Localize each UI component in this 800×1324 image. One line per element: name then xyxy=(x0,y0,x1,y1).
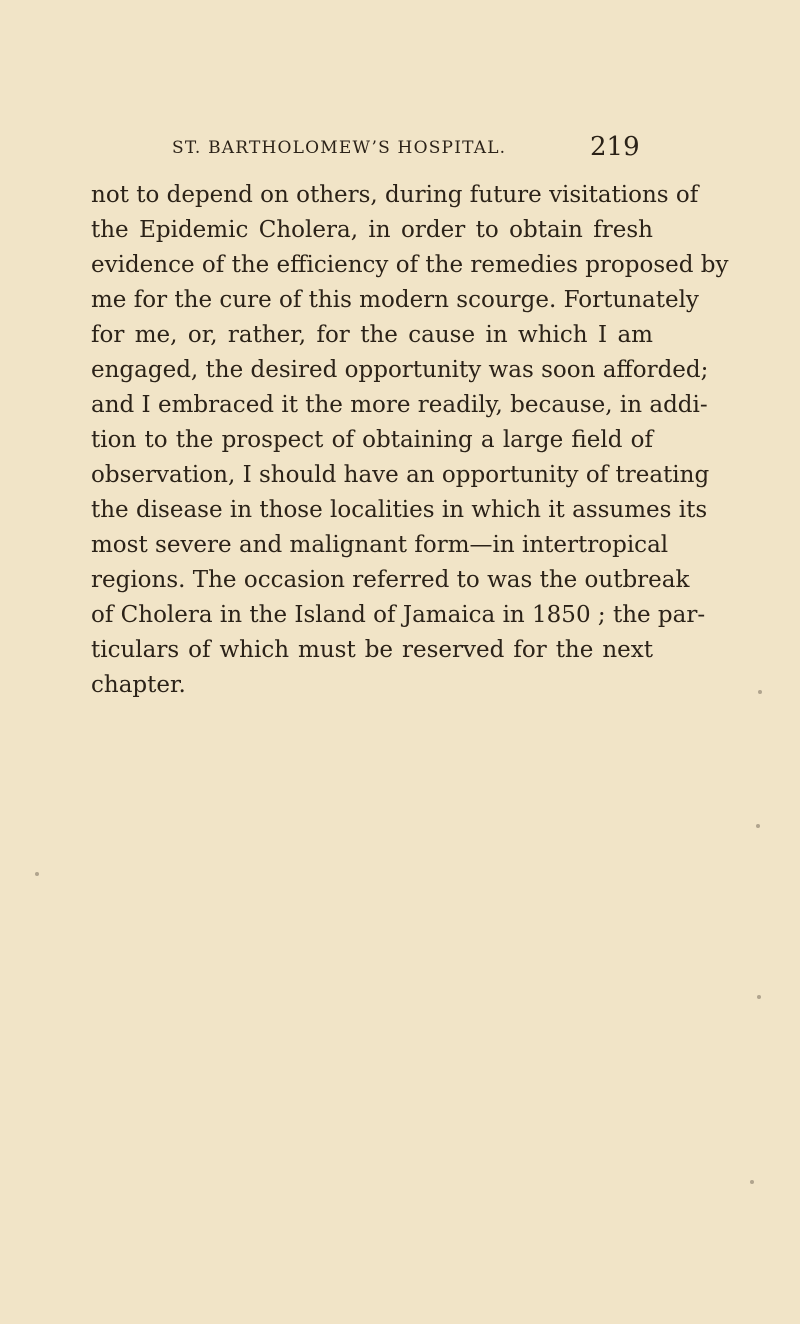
paper-speck xyxy=(757,995,761,999)
text-line: tion to the prospect of obtaining a large field of xyxy=(91,427,653,453)
text-line: evidence of the efficiency of the remedies proposed by xyxy=(91,252,729,278)
paper-speck xyxy=(756,824,760,828)
running-title: ST. BARTHOLOMEW’S HOSPITAL. xyxy=(172,138,507,158)
text-line: for me, or, rather, for the cause in which I am xyxy=(91,322,653,348)
page-number: 219 xyxy=(590,132,640,162)
text-line: regions. The occasion referred to was the outbreak xyxy=(91,567,690,593)
text-line: me for the cure of this modern scourge. Fortunately xyxy=(91,287,699,313)
body-text xyxy=(91,181,729,706)
text-line: of Cholera in the Island of Jamaica in 1850 ; the par- xyxy=(91,602,706,628)
text-line: the disease in those localities in which it assumes its xyxy=(91,497,708,523)
paper-speck xyxy=(750,1180,754,1184)
paper-speck xyxy=(758,690,762,694)
text-line: chapter. xyxy=(91,672,186,698)
text-line: the Epidemic Cholera, in order to obtain fresh xyxy=(91,217,653,243)
text-line: ticulars of which must be reserved for the next xyxy=(91,637,653,663)
text-line: engaged, the desired opportunity was soon afforded; xyxy=(91,357,709,383)
text-line: not to depend on others, during future visitations of xyxy=(91,182,699,208)
text-line: and I embraced it the more readily, because, in addi- xyxy=(91,392,708,418)
text-line: most severe and malignant form—in intertropical xyxy=(91,532,669,558)
paper-speck xyxy=(35,872,39,876)
text-line: observation, I should have an opportunity of treating xyxy=(91,462,710,488)
running-head xyxy=(0,132,800,166)
